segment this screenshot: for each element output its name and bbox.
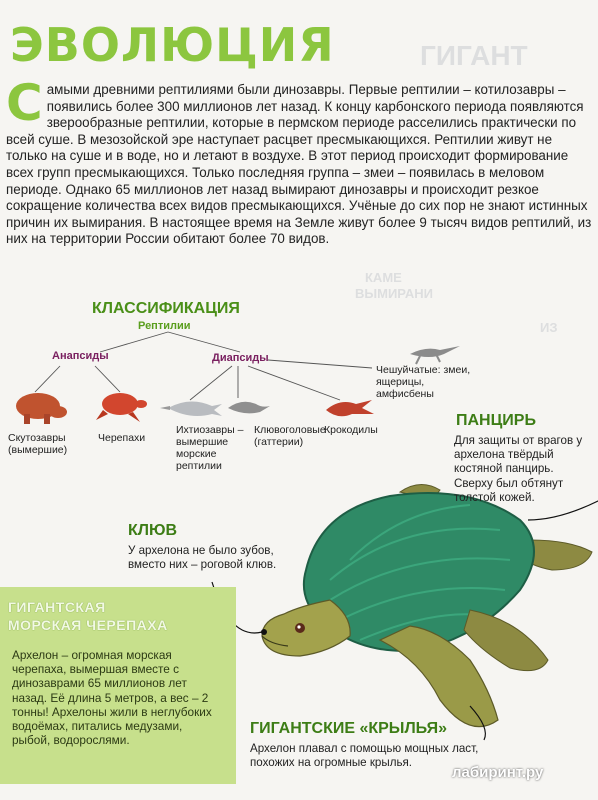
label-turtles: Черепахи [98, 432, 146, 444]
ghost-text-2: КАМЕ [365, 270, 402, 285]
archelon-turtle-illustration [262, 484, 592, 726]
lizard-icon [410, 346, 460, 364]
callout-heading-line1: ГИГАНТСКАЯ [8, 599, 106, 615]
shell-heading: ПАНЦИРЬ [456, 412, 536, 429]
ghost-text-4: ИЗ [540, 320, 558, 335]
intro-text: амыми древними рептилиями были динозавры. Первые рептилии – котилозавры – появились более 300 миллионов лет назад. К концу карбонского периода появляются зверообразные рептилии, которые в пермском периоде расселились практически по всей суше. В мезозойской эре наступает расцвет пресмыкающихся. Рептилии живут не только на суше и в воде, но и летают в воздухе. В этот период происходит формирование всех групп пресмыкающихся. Только последняя группа – змеи – появилась в меловом периоде. Однако 65 миллионов лет назад вымирают динозавры и происходит резкое сокращение количества всех видов пресмыкающихся. Учёные до сих пор не знают истинных причин их вымирания. В настоящее время на Земле живут более 9 тысяч видов рептилий, из них на территории России обитают более 70 видов. [6, 82, 592, 247]
callout-text: Архелон – огромная морская черепаха, вымершая вместе с динозаврами 65 миллионов лет назад. Её длина 5 метров, а вес – 2 тонны! Архелоны жили в неглубоких водоёмах, питались медузами, рыбой, водорослями. [12, 648, 212, 748]
turtle-small-icon [96, 393, 147, 422]
label-scutosaurs: Скутозавры (вымершие) [8, 432, 68, 456]
classification-title: КЛАССИФИКАЦИЯ [92, 300, 240, 317]
ichthyosaur-icon [160, 401, 222, 416]
classification-tree-lines [35, 332, 372, 400]
label-tuatara: Клювоголовые (гаттерии) [254, 424, 326, 448]
beak-heading: КЛЮВ [128, 522, 178, 539]
wings-text: Архелон плавал с помощью мощных ласт, похожих на огромные крылья. [250, 742, 479, 770]
ghost-text-3: ВЫМИРАНИ [355, 286, 433, 301]
page-title: ЭВОЛЮЦИЯ [10, 18, 335, 72]
wings-heading: ГИГАНТСКИЕ «КРЫЛЬЯ» [250, 720, 447, 737]
tuatara-icon [228, 402, 270, 414]
callout-heading-line2: МОРСКАЯ ЧЕРЕПАХА [8, 617, 168, 633]
label-crocodiles: Крокодилы [324, 424, 378, 436]
classification-diapsids: Диапсиды [212, 352, 269, 364]
classification-anapsids: Анапсиды [52, 350, 109, 362]
ghost-text-1: ГИГАНТ [420, 40, 528, 71]
callout-heading [8, 598, 238, 634]
drop-cap: С [6, 74, 43, 132]
beak-text: У архелона не было зубов, вместо них – роговой клюв. [128, 544, 277, 572]
label-ichthyosaurs: Ихтиозавры – вымершие морские рептилии [176, 424, 244, 472]
classification-root-reptiles: Рептилии [138, 320, 191, 332]
crocodile-icon [326, 400, 374, 416]
label-squamates: Чешуйчатые: змеи, ящерицы, амфисбены [376, 364, 471, 400]
shell-text: Для защиты от врагов у архелона твёрдый костяной панцирь. Сверху был обтянут толстой кожей. [454, 434, 583, 504]
watermark: лабиринт.ру [452, 764, 544, 781]
scutosaur-icon [16, 393, 67, 424]
